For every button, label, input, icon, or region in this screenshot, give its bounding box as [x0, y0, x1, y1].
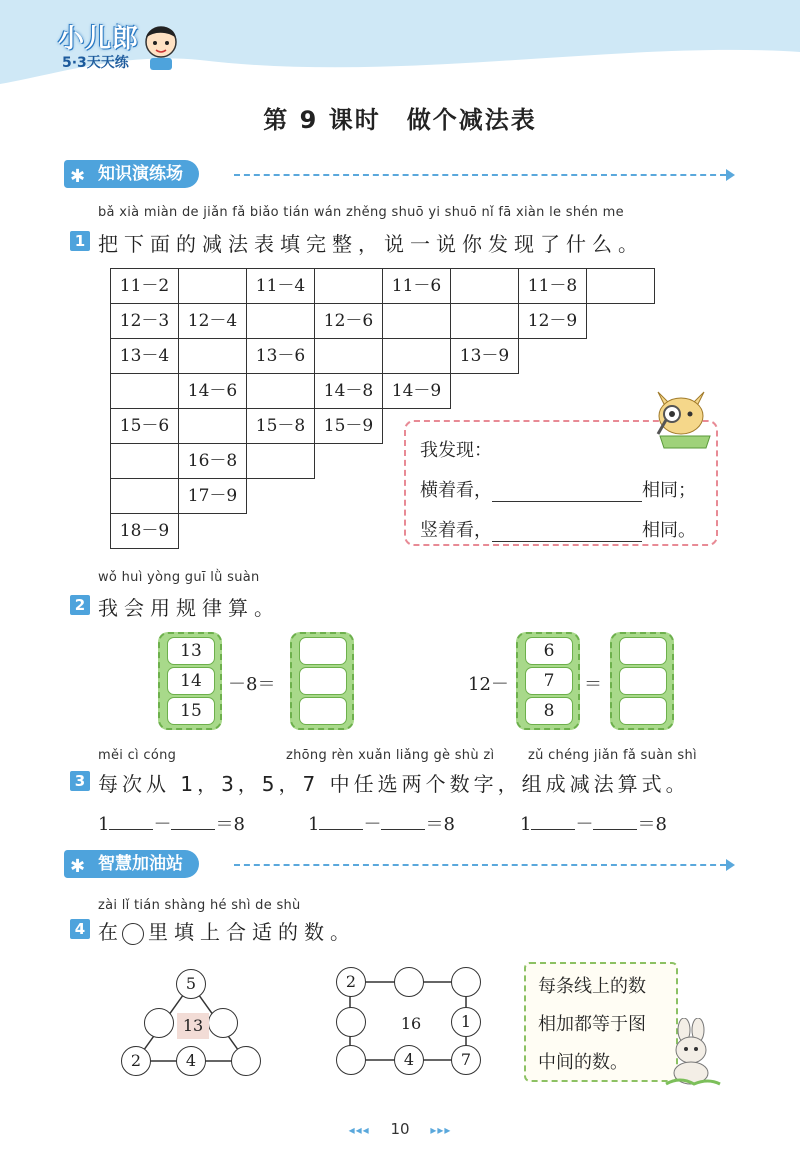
table-cell: 15－8 [246, 408, 315, 444]
page-title: 第 9 课时 做个减法表 [263, 106, 537, 134]
answer-field[interactable] [619, 667, 667, 695]
stack-value: 14 [167, 667, 215, 695]
answer-blank[interactable] [593, 813, 637, 830]
table-cell: 11－6 [382, 268, 451, 304]
discovery-heading: 我发现： [420, 440, 492, 461]
table-cell[interactable] [110, 373, 179, 409]
table-cell: 14－8 [314, 373, 383, 409]
q2-pinyin: wǒ huì yòng guī lǜ suàn [98, 570, 260, 585]
q3-equation-2 [308, 810, 455, 836]
next-arrows-icon: ▸▸▸ [430, 1123, 452, 1137]
discovery-horizontal-line [420, 476, 696, 502]
table-cell: 11－8 [518, 268, 587, 304]
square-top-left-circle: 2 [336, 967, 366, 997]
discovery-vertical-line [420, 516, 696, 542]
table-cell[interactable] [246, 373, 315, 409]
square-right-mid-circle: 1 [451, 1007, 481, 1037]
answer-field[interactable] [299, 637, 347, 665]
minus-sign: － [153, 814, 172, 835]
section-boost-tag [64, 850, 199, 878]
circle-symbol-icon [122, 923, 144, 945]
answer-field[interactable] [299, 697, 347, 725]
table-cell: 12－3 [110, 303, 179, 339]
table-cell: 11－2 [110, 268, 179, 304]
table-cell[interactable] [178, 268, 247, 304]
answer-blank[interactable] [109, 813, 153, 830]
hint-box [524, 962, 678, 1082]
q3-number-badge: 3 [70, 771, 90, 791]
table-cell[interactable] [246, 443, 315, 479]
lead-digit: 1 [98, 814, 110, 835]
q3-text: 每次从 1，3，5，7 中任选两个数字，组成减法算式。 [98, 772, 690, 796]
q1-text: 把下面的减法表填完整，说一说你发现了什么。 [98, 232, 644, 256]
table-cell[interactable] [314, 338, 383, 374]
q3-equation-1 [98, 810, 245, 836]
q2-left-operator: －8＝ [228, 674, 276, 695]
section-boost-label: 智慧加油站 [98, 854, 183, 874]
answer-blank[interactable] [171, 813, 215, 830]
answer-field[interactable] [299, 667, 347, 695]
section-divider [234, 174, 726, 176]
minus-sign: － [363, 814, 382, 835]
q4-number-badge: 4 [70, 919, 90, 939]
answer-blank[interactable] [381, 813, 425, 830]
q2-left-minuend-stack [158, 632, 222, 730]
table-cell: 14－9 [382, 373, 451, 409]
vertical-same-text: 相同。 [642, 520, 696, 541]
q4-text-after: 里填上合适的数。 [148, 920, 356, 944]
arrow-right-icon [726, 859, 735, 871]
table-cell[interactable] [450, 303, 519, 339]
triangle-top-circle: 5 [176, 969, 206, 999]
page-number: 10 [390, 1120, 410, 1138]
table-cell: 11－4 [246, 268, 315, 304]
horizontal-label: 横着看， [420, 480, 492, 501]
horizontal-answer-blank[interactable] [492, 483, 642, 502]
section-divider [234, 864, 726, 866]
table-cell: 12－9 [518, 303, 587, 339]
runner-icon: ✱ [70, 856, 86, 877]
table-cell: 13－6 [246, 338, 315, 374]
triangle-right-mid-circle[interactable] [208, 1008, 238, 1038]
hint-line-2: 相加都等于图 [538, 1014, 646, 1035]
previous-arrows-icon: ◂◂◂ [348, 1123, 370, 1137]
table-cell: 18－9 [110, 513, 179, 549]
table-cell[interactable] [314, 268, 383, 304]
table-cell[interactable] [586, 268, 655, 304]
q4-text [98, 916, 356, 945]
table-cell[interactable] [246, 303, 315, 339]
table-cell[interactable] [110, 478, 179, 514]
vertical-label: 竖着看， [420, 520, 492, 541]
lead-digit: 1 [520, 814, 532, 835]
q2-left-answer-stack [290, 632, 354, 730]
q2-right-prefix: 12－ [468, 674, 509, 695]
cat-detective-icon [644, 378, 718, 452]
vertical-answer-blank[interactable] [492, 523, 642, 542]
q1-number-badge: 1 [70, 231, 90, 251]
stack-value: 7 [525, 667, 573, 695]
q2-right-subtrahend-stack [516, 632, 580, 730]
triangle-bottom-mid-circle: 4 [176, 1046, 206, 1076]
section-practice-tag [64, 160, 199, 188]
result-text: ＝8 [215, 814, 245, 835]
stack-value: 6 [525, 637, 573, 665]
q3-pinyin-b: zhōng rèn xuǎn liǎng gè shù zì [286, 748, 495, 763]
result-text: ＝8 [637, 814, 667, 835]
minus-sign: － [575, 814, 594, 835]
table-cell: 14－6 [178, 373, 247, 409]
square-center-number: 16 [395, 1011, 427, 1037]
arrow-right-icon [726, 169, 735, 181]
table-cell: 15－6 [110, 408, 179, 444]
answer-field[interactable] [619, 637, 667, 665]
q3-pinyin-a: měi cì cóng [98, 748, 177, 763]
table-cell: 12－4 [178, 303, 247, 339]
square-bottom-left-circle[interactable] [336, 1045, 366, 1075]
q4-pinyin: zài lǐ tián shàng hé shì de shù [98, 898, 301, 913]
triangle-bottom-left-circle: 2 [121, 1046, 151, 1076]
table-cell[interactable] [382, 303, 451, 339]
brand-logo: 小儿郎 [58, 24, 140, 54]
q2-right-answer-stack [610, 632, 674, 730]
page-footer [0, 1120, 800, 1138]
square-bottom-mid-circle: 4 [394, 1045, 424, 1075]
table-cell: 12－6 [314, 303, 383, 339]
hint-line-1: 每条线上的数 [538, 976, 646, 997]
answer-blank[interactable] [319, 813, 363, 830]
q1-pinyin: bǎ xià miàn de jiǎn fǎ biǎo tián wán zhěng shuō yi shuō nǐ fā xiàn le shén me [98, 205, 624, 220]
boy-mascot-icon [140, 22, 182, 72]
stack-value: 8 [525, 697, 573, 725]
table-cell: 15－9 [314, 408, 383, 444]
table-cell[interactable] [178, 408, 247, 444]
result-text: ＝8 [425, 814, 455, 835]
rabbit-icon [660, 1018, 722, 1086]
answer-field[interactable] [619, 697, 667, 725]
horizontal-same-text: 相同； [642, 480, 696, 501]
square-top-right-circle[interactable] [451, 967, 481, 997]
square-left-mid-circle[interactable] [336, 1007, 366, 1037]
answer-blank[interactable] [531, 813, 575, 830]
table-cell: 13－9 [450, 338, 519, 374]
section-practice-label: 知识演练场 [98, 164, 183, 184]
q2-number-badge: 2 [70, 595, 90, 615]
triangle-bottom-right-circle[interactable] [231, 1046, 261, 1076]
runner-icon: ✱ [70, 166, 86, 187]
hint-line-3: 中间的数。 [538, 1052, 628, 1073]
triangle-center-number: 13 [177, 1013, 209, 1039]
table-cell[interactable] [178, 338, 247, 374]
table-cell[interactable] [450, 268, 519, 304]
square-top-mid-circle[interactable] [394, 967, 424, 997]
lead-digit: 1 [308, 814, 320, 835]
table-cell[interactable] [382, 338, 451, 374]
brand-subtitle: 5·3天天练 [62, 55, 129, 71]
q3-equation-3 [520, 810, 667, 836]
table-cell[interactable] [110, 443, 179, 479]
q3-pinyin-c: zǔ chéng jiǎn fǎ suàn shì [528, 748, 697, 763]
q4-text-before: 在 [98, 920, 124, 944]
square-bottom-right-circle: 7 [451, 1045, 481, 1075]
q2-right-equals: ＝ [584, 674, 602, 695]
table-cell: 13－4 [110, 338, 179, 374]
stack-value: 13 [167, 637, 215, 665]
table-cell: 16－8 [178, 443, 247, 479]
triangle-left-mid-circle[interactable] [144, 1008, 174, 1038]
q2-text: 我会用规律算。 [98, 596, 280, 620]
stack-value: 15 [167, 697, 215, 725]
table-cell: 17－9 [178, 478, 247, 514]
